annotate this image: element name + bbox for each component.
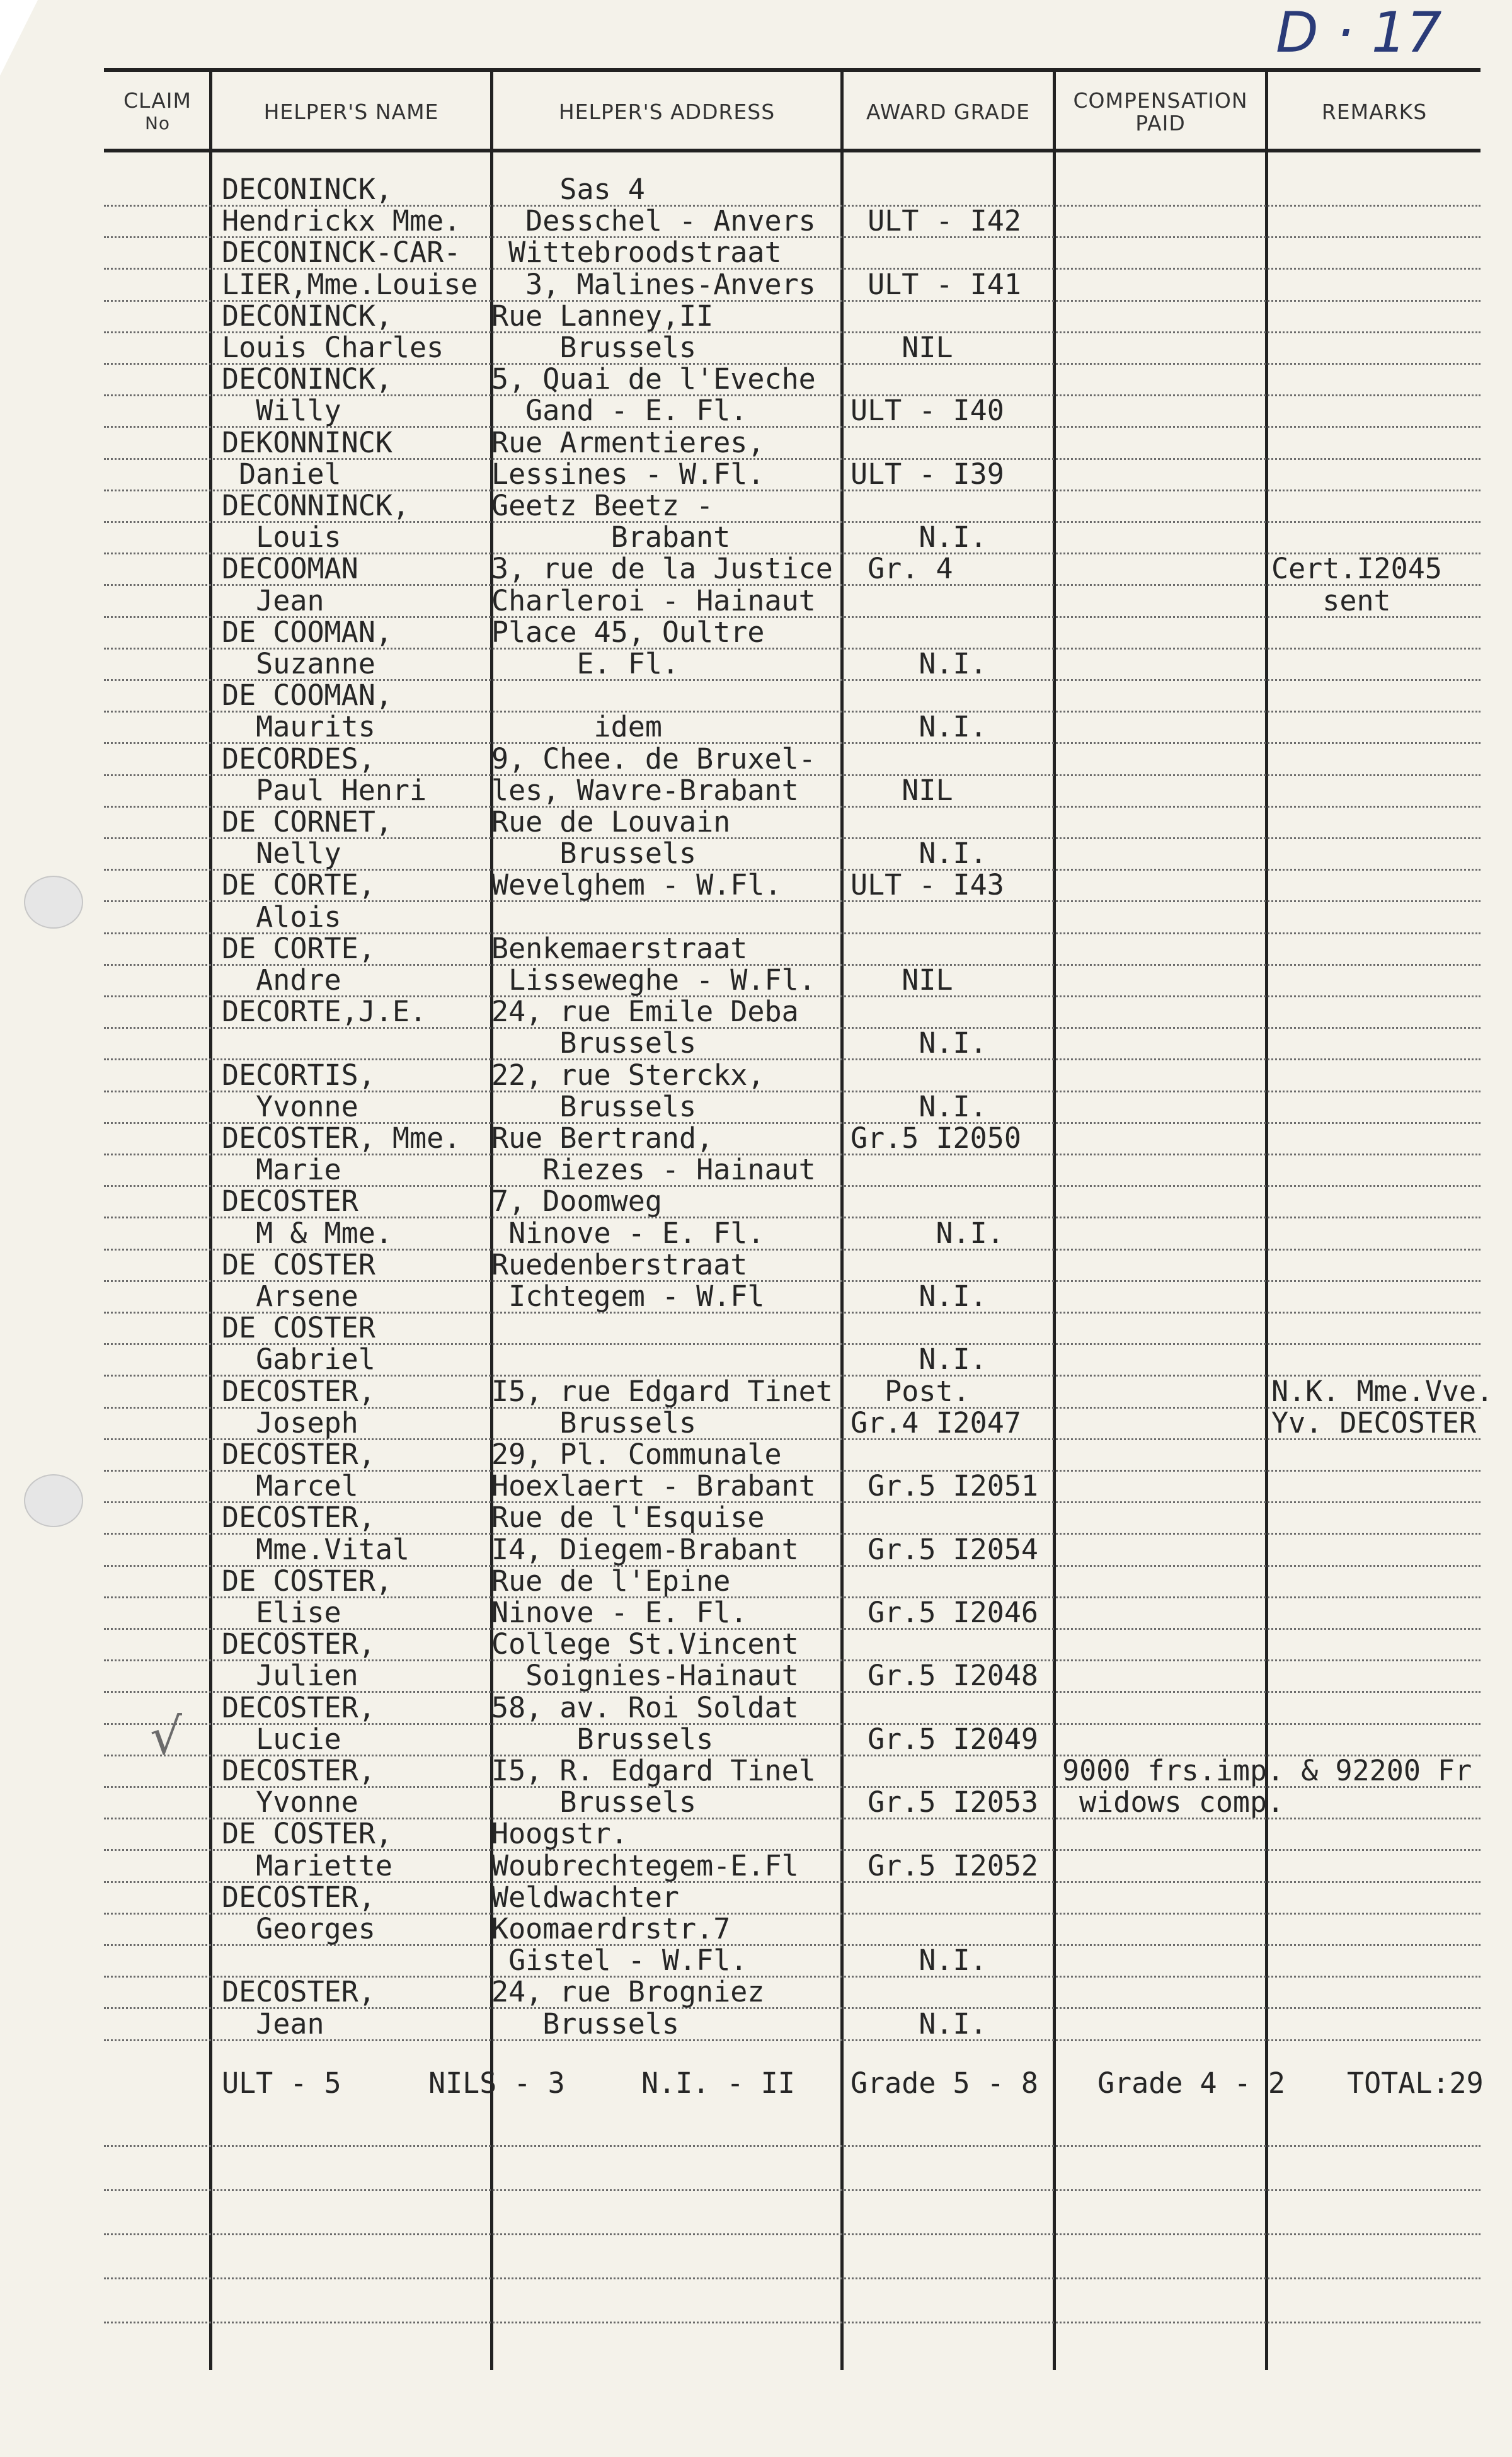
award-grade: Gr.5 I2046 [850,1596,1039,1629]
award-grade: Post. [850,1374,970,1408]
helper-address: I5, rue Edgard Tinet [491,1374,833,1408]
blank-line [104,2277,1480,2279]
helper-name: Mme.Vital [222,1532,410,1566]
helper-name: DE COSTER [222,1311,375,1345]
helper-name: Louis Charles [222,331,444,364]
award-grade: N.I. [850,1216,1004,1250]
helper-name: DECOSTER, [222,1975,375,2009]
helper-name: Suzanne [222,647,375,680]
helper-name: DECOSTER, [222,1627,375,1661]
helper-address: Brussels [491,2007,680,2041]
helper-name: LIER,Mme.Louise [222,267,478,301]
helper-address: Rue de l'Epine [491,1564,731,1598]
helper-address: Woubrechtegem-E.Fl [491,1848,799,1882]
punch-hole [24,1474,83,1527]
helper-address: Brussels [491,1406,697,1440]
helper-name: Jean [222,583,324,617]
helper-name: Lucie [222,1722,341,1756]
award-grade: Gr.5 I2051 [850,1469,1039,1503]
helper-address: Desschel - Anvers [491,204,816,238]
award-grade: N.I. [850,1280,987,1313]
helper-address: Ninove - E. Fl. [491,1216,765,1250]
award-grade: N.I. [850,710,987,744]
helper-address: Ichtegem - W.Fl [491,1280,765,1313]
helper-name: DECONINCK-CAR- [222,236,461,270]
total-grade4: Grade 4 - 2 [1097,2066,1286,2100]
helper-address: Lisseweghe - W.Fl. [491,963,816,997]
award-grade: ULT - I39 [850,457,1004,491]
helper-name: Marcel [222,1469,358,1503]
helper-address: E. Fl. [491,647,680,680]
award-grade: ULT - I43 [850,868,1004,902]
top-rule [104,68,1480,72]
col-divider-4 [1053,71,1056,2370]
helper-name: DECOSTER [222,1184,358,1218]
helper-name: Daniel [222,457,341,491]
helper-name: Louis [222,520,341,554]
helper-address: 24, rue Brogniez [491,1975,765,2009]
award-grade: N.I. [850,647,987,680]
helper-name: DECOSTER, [222,1374,375,1408]
page-mark: D · 17 [1276,0,1442,65]
helper-name: M & Mme. [222,1216,392,1250]
helper-name: DECOSTER, [222,1754,375,1787]
helper-address: College St.Vincent [491,1627,799,1661]
award-grade: N.I. [850,1944,987,1978]
helper-name: Hendrickx Mme. [222,204,461,238]
helper-name: DECOSTER, [222,1501,375,1535]
helper-name: Andre [222,963,341,997]
helper-name: DE CORNET, [222,805,392,839]
header-award-grade: AWARD GRADE [866,100,1030,124]
helper-address: Brussels [491,837,697,871]
helper-name: DE COOMAN, [222,615,392,649]
helper-address: Rue de l'Esquise [491,1501,765,1535]
award-grade: ULT - I42 [850,204,1021,238]
helper-name: DECONNINCK, [222,489,410,522]
remarks: Yv. DECOSTER [1271,1406,1477,1440]
helper-name: Paul Henri [222,773,427,807]
helper-name: DECONINCK, [222,362,392,396]
helper-address: I5, R. Edgard Tinel [491,1754,816,1787]
award-grade: Gr.5 I2053 [850,1785,1039,1819]
helper-address: Gand - E. Fl. [491,394,748,428]
helper-name: DECONINCK, [222,299,392,333]
award-grade: ULT - I40 [850,394,1004,428]
col-divider-5 [1265,71,1268,2370]
helper-name: Yvonne [222,1785,358,1819]
total-ult: ULT - 5 [222,2066,341,2100]
helper-address: Ruedenberstraat [491,1247,748,1281]
helper-name: DECORTIS, [222,1058,375,1092]
award-grade: Gr.5 I2050 [850,1121,1021,1155]
header-helper-address: HELPER'S ADDRESS [558,100,776,124]
check-mark: √ [150,1707,182,1766]
award-grade: NIL [850,331,953,364]
helper-address: Koomaerdrstr.7 [491,1912,731,1945]
helper-name: Elise [222,1596,341,1629]
helper-address: Brussels [491,1722,714,1756]
award-grade: N.I. [850,1089,987,1123]
blank-line [104,2145,1480,2147]
helper-name: Julien [222,1659,358,1693]
helper-address: Sas 4 [491,173,645,206]
helper-name: DECONINCK, [222,173,392,206]
helper-address: Brussels [491,1026,697,1060]
helper-name: Joseph [222,1406,358,1440]
helper-address: Brussels [491,1089,697,1123]
blank-line [104,2322,1480,2323]
total-ni: N.I. - II [641,2066,795,2100]
header-rule [104,149,1480,152]
helper-address: Ninove - E. Fl. [491,1596,748,1629]
helper-address: Benkemaerstraat [491,931,748,965]
helper-name: DECOOMAN [222,552,358,586]
helper-address: 22, rue Sterckx, [491,1058,765,1092]
remarks: N.K. Mme.Vve. [1271,1374,1494,1408]
helper-name: Arsene [222,1280,358,1313]
helper-address: Brussels [491,331,697,364]
helper-name: Marie [222,1153,341,1187]
col-divider-1 [209,71,212,2370]
helper-name: DECOSTER, [222,1690,375,1724]
col-divider-3 [840,71,844,2370]
helper-address: Charleroi - Hainaut [491,583,816,617]
helper-name: DECOSTER, [222,1880,375,1914]
award-grade: Gr.5 I2048 [850,1659,1039,1693]
helper-address: Rue de Louvain [491,805,731,839]
helper-address: 5, Quai de l'Eveche [491,362,816,396]
helper-address: 24, rue Emile Deba [491,995,799,1029]
helper-name: Mariette [222,1848,392,1882]
helper-address: 29, Pl. Communale [491,1438,782,1471]
helper-address: idem [491,710,662,744]
helper-name: Georges [222,1912,375,1945]
award-grade: Gr.5 I2052 [850,1848,1039,1882]
helper-name: DEKONNINCK [222,425,392,459]
helper-address: I4, Diegem-Brabant [491,1532,799,1566]
helper-name: DE COSTER [222,1247,375,1281]
award-grade: NIL [850,773,953,807]
blank-line [104,2189,1480,2191]
helper-name: Jean [222,2007,324,2041]
helper-address: Soignies-Hainaut [491,1659,799,1693]
helper-address: 3, Malines-Anvers [491,267,816,301]
award-grade: N.I. [850,837,987,871]
helper-name: DECOSTER, Mme. [222,1121,461,1155]
compensation-paid: widows comp. [1062,1785,1285,1819]
helper-address: Riezes - Hainaut [491,1153,816,1187]
helper-name: Nelly [222,837,341,871]
award-grade: N.I. [850,1343,987,1377]
helper-address: Rue Lanney,II [491,299,714,333]
remarks: sent [1271,583,1391,617]
helper-address: 3, rue de la Justice [491,552,833,586]
helper-name: DE CORTE, [222,931,375,965]
award-grade: NIL [850,963,953,997]
helper-name: Willy [222,394,341,428]
helper-name: DE COSTER, [222,1564,392,1598]
header-helper-name: HELPER'S NAME [263,100,439,124]
award-grade: Gr.5 I2049 [850,1722,1039,1756]
helper-address: 9, Chee. de Bruxel- [491,742,816,776]
award-grade: N.I. [850,520,987,554]
helper-address: Lessines - W.Fl. [491,457,765,491]
helper-name: Alois [222,900,341,934]
helper-address: Hoogstr. [491,1817,628,1851]
total-nil: NILS - 3 [428,2066,565,2100]
helper-name: DECORTE,J.E. [222,995,427,1029]
blank-line [104,2233,1480,2235]
helper-address: Hoexlaert - Brabant [491,1469,816,1503]
helper-address: les, Wavre-Brabant [491,773,799,807]
helper-address: Gistel - W.Fl. [491,1944,748,1978]
helper-address: 58, av. Roi Soldat [491,1690,799,1724]
helper-name: DE COOMAN, [222,679,392,713]
header-claim-no: CLAIM No [123,88,192,134]
helper-name: Maurits [222,710,375,744]
total-count: TOTAL:29 [1347,2066,1484,2100]
helper-name: DECOSTER, [222,1438,375,1471]
award-grade: Gr. 4 [850,552,953,586]
award-grade: N.I. [850,2007,987,2041]
helper-address: Brussels [491,1785,697,1819]
header-compensation-paid: COMPENSATION PAID [1073,88,1248,135]
helper-address: Geetz Beetz - [491,489,714,522]
header-remarks: REMARKS [1321,100,1428,124]
award-grade: N.I. [850,1026,987,1060]
helper-address: Weldwachter [491,1880,680,1914]
helper-address: Place 45, Oultre [491,615,765,649]
helper-name: Yvonne [222,1089,358,1123]
helper-name: DECORDES, [222,742,375,776]
helper-address: Wevelghem - W.Fl. [491,868,782,902]
helper-address: Rue Bertrand, [491,1121,714,1155]
helper-address: Rue Armentieres, [491,425,765,459]
total-grade5: Grade 5 - 8 [850,2066,1039,2100]
helper-name: Gabriel [222,1343,375,1377]
award-grade: Gr.5 I2054 [850,1532,1039,1566]
compensation-paid: 9000 frs.imp. & 92200 Fr [1062,1754,1472,1787]
helper-address: Wittebroodstraat [491,236,782,270]
helper-name: DE CORTE, [222,868,375,902]
helper-name: DE COSTER, [222,1817,392,1851]
helper-address: Brabant [491,520,731,554]
remarks: Cert.I2045 [1271,552,1442,586]
helper-address: 7, Doomweg [491,1184,662,1218]
punch-hole [24,876,83,929]
award-grade: ULT - I41 [850,267,1021,301]
folded-corner [0,0,38,76]
award-grade: Gr.4 I2047 [850,1406,1021,1440]
